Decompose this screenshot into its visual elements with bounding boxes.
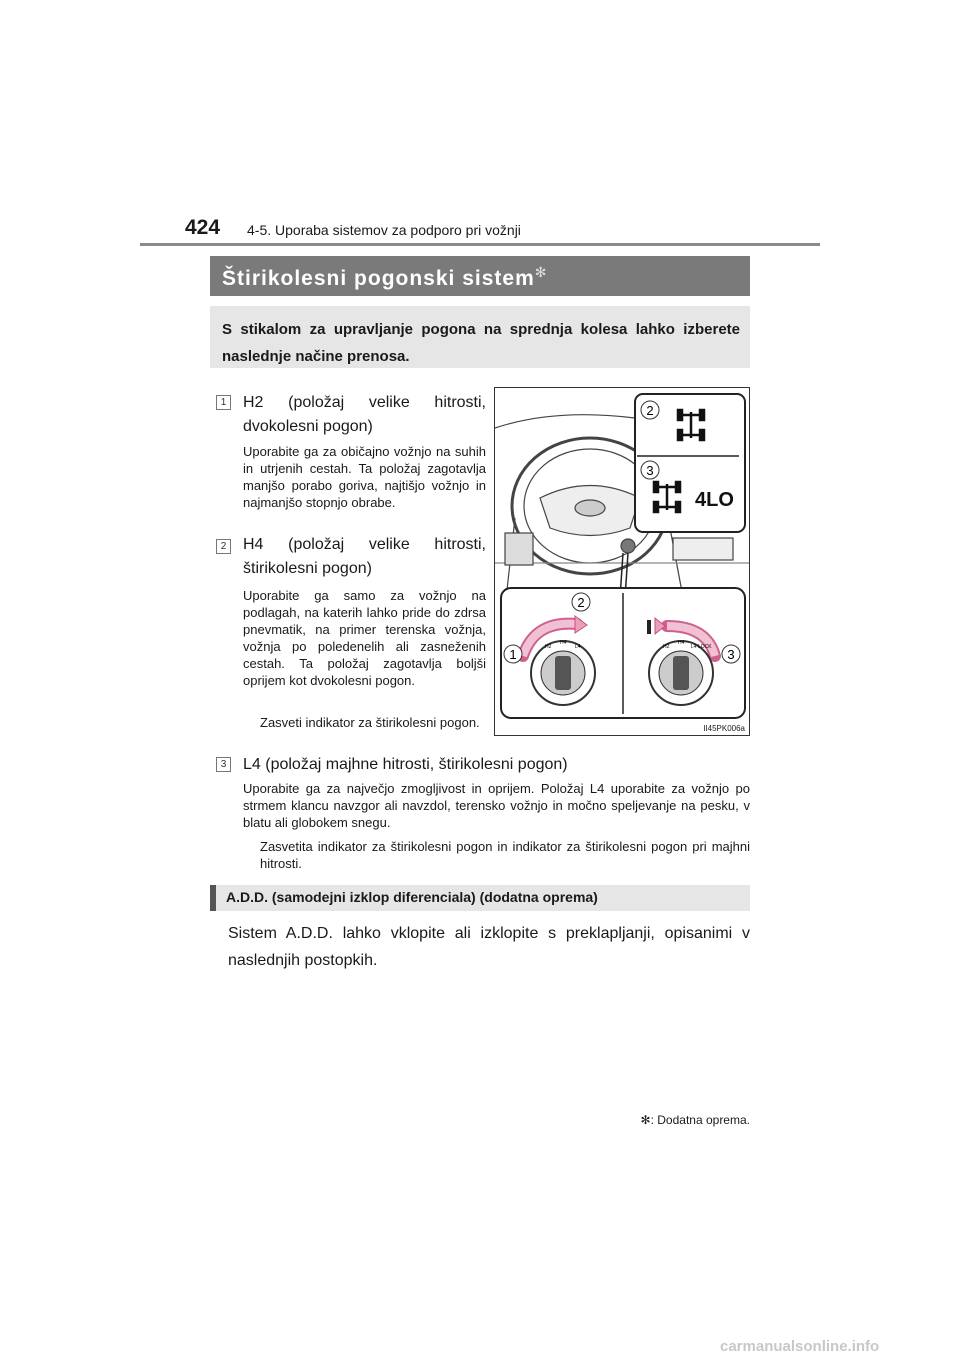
item-number: 3 <box>216 757 231 772</box>
illustration-code: II45PK006a <box>703 724 745 733</box>
4lo-label: 4LO <box>695 489 734 511</box>
callout-3-knob: 3 <box>727 647 735 662</box>
svg-text:H2: H2 <box>663 644 670 650</box>
page-number: 424 <box>185 216 221 239</box>
callout-3: 3 <box>646 463 654 478</box>
switch-knob-right <box>647 618 715 705</box>
title-text: Štirikolesni pogonski sistem <box>222 267 535 290</box>
footnote <box>600 1113 750 1127</box>
item-heading: L4 (položaj majhne hitrosti, štirikolesni pogon) <box>243 756 568 773</box>
item-body: Uporabite ga samo za vožnjo na podlagah, na katerih lahko pride do zdrsa pnevmatik, na primer terenska vožnja, vožnja po poledenelih ali zasneženih cestah. Ta položaj zagotavlja boljši oprijem kot dvokolesni pogon. <box>243 588 486 688</box>
item-number: 1 <box>216 395 231 410</box>
svg-text:L4 LOCK: L4 LOCK <box>691 644 712 650</box>
page-title <box>210 256 750 296</box>
illustration-drawing <box>495 388 749 735</box>
header-rule <box>140 243 820 246</box>
watermark: carmanualsonline.info <box>720 1338 880 1355</box>
callout-2-knob: 2 <box>577 595 585 610</box>
item-heading: H4 (položaj velike hitrosti, štirikolesni pogon) <box>243 536 486 577</box>
item-body: Uporabite ga za največjo zmogljivost in oprijem. Položaj L4 uporabite za vožnjo po strmem klancu navzgor ali navzdol, terensko vožnjo in močno speljevanje na pesku, v blatu ali globokem snegu. <box>243 781 750 830</box>
item-note: Zasvetita indikator za štirikolesni pogon in indikator za štirikolesni pogon pri majhni hitrosti. <box>260 839 750 871</box>
optional-mark: ✻ <box>534 264 548 280</box>
section-title: 4-5. Uporaba sistemov za podporo pri vožnji <box>247 222 521 238</box>
item-heading: H2 (položaj velike hitrosti, dvokolesni pogon) <box>243 394 486 435</box>
footnote-mark: ✻ <box>640 1113 651 1127</box>
svg-text:H4: H4 <box>560 640 567 646</box>
item-body: Uporabite ga za običajno vožnjo na suhih in utrjenih cestah. Ta položaj zagotavlja manjšo porabo goriva, najtišjo vožnjo in najmanjšo stopnjo obrabe. <box>243 444 486 510</box>
subsection-text: Sistem A.D.D. lahko vklopite ali izklopite s preklapljanji, opisanimi v naslednjih postopkih. <box>228 925 750 969</box>
subsection-heading: A.D.D. (samodejni izklop diferenciala) (dodatna oprema) <box>210 885 750 911</box>
intro-box: S stikalom za upravljanje pogona na sprednja kolesa lahko izberete naslednje načine prenosa. <box>210 306 750 368</box>
illustration <box>494 387 750 736</box>
item-number: 2 <box>216 539 231 554</box>
callout-1: 1 <box>509 647 517 662</box>
callout-2: 2 <box>646 403 654 418</box>
footnote-text: : Dodatna oprema. <box>650 1113 750 1127</box>
svg-text:L4: L4 <box>575 644 581 650</box>
svg-text:H4: H4 <box>678 640 685 646</box>
svg-text:H2: H2 <box>545 644 552 650</box>
item-note: Zasveti indikator za štirikolesni pogon. <box>260 715 480 730</box>
